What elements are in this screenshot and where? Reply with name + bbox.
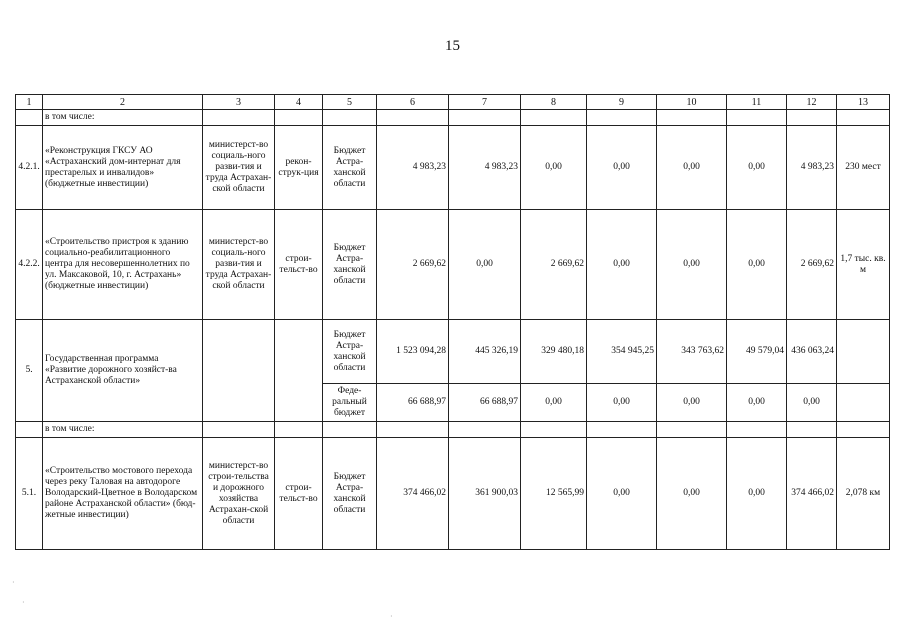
value-cell: 0,00 xyxy=(657,438,727,550)
value-cell: 0,00 xyxy=(521,126,587,210)
header-cell: 11 xyxy=(727,95,787,110)
value-cell: 4 983,23 xyxy=(449,126,521,210)
value-cell: 2 669,62 xyxy=(521,210,587,320)
value-cell: 343 763,62 xyxy=(657,320,727,384)
value-cell: 0,00 xyxy=(449,210,521,320)
funding-source: Бюджет Астра-ханской области xyxy=(323,126,377,210)
scan-speck: · xyxy=(22,598,25,607)
result-cell: 230 мест xyxy=(837,126,890,210)
value-cell: 0,00 xyxy=(657,384,727,422)
subheading: в том числе: xyxy=(43,422,203,438)
value-cell: 1 523 094,28 xyxy=(377,320,449,384)
result-cell: 2,078 км xyxy=(837,438,890,550)
scan-speck: · xyxy=(390,612,393,621)
value-cell: 354 945,25 xyxy=(587,320,657,384)
value-cell: 0,00 xyxy=(657,126,727,210)
funding-source: Бюджет Астра-ханской области xyxy=(323,320,377,384)
project-name: «Строительство мостового перехода через реку Таловая на автодороге Володарский-Цветное в Володарском районе Астраханской области» (бюд-жетные инвестиции) xyxy=(43,438,203,550)
table-row xyxy=(16,320,890,384)
value-cell: 0,00 xyxy=(727,126,787,210)
value-cell: 445 326,19 xyxy=(449,320,521,384)
value-cell: 0,00 xyxy=(727,384,787,422)
header-cell: 3 xyxy=(203,95,275,110)
executor: министерст-во социаль-ного разви-тия и труда Астрахан-ской области xyxy=(203,126,275,210)
work-type: строи-тельст-во xyxy=(275,210,323,320)
value-cell: 12 565,99 xyxy=(521,438,587,550)
value-cell: 374 466,02 xyxy=(377,438,449,550)
header-cell: 7 xyxy=(449,95,521,110)
value-cell: 49 579,04 xyxy=(727,320,787,384)
work-type: рекон-струк-ция xyxy=(275,126,323,210)
executor: министерст-во строи-тельства и дорожного хозяйства Астрахан-ской области xyxy=(203,438,275,550)
value-cell: 4 983,23 xyxy=(787,126,837,210)
value-cell: 329 480,18 xyxy=(521,320,587,384)
row-number: 4.2.2. xyxy=(16,210,43,320)
table-row xyxy=(16,126,890,210)
header-cell: 13 xyxy=(837,95,890,110)
header-cell: 2 xyxy=(43,95,203,110)
row-number: 5.1. xyxy=(16,438,43,550)
value-cell: 4 983,23 xyxy=(377,126,449,210)
header-cell: 10 xyxy=(657,95,727,110)
value-cell: 0,00 xyxy=(727,210,787,320)
row-number: 5. xyxy=(16,320,43,422)
table-row xyxy=(16,438,890,550)
value-cell: 374 466,02 xyxy=(787,438,837,550)
header-cell: 1 xyxy=(16,95,43,110)
value-cell: 66 688,97 xyxy=(449,384,521,422)
table-row xyxy=(16,210,890,320)
header-cell: 6 xyxy=(377,95,449,110)
header-cell: 9 xyxy=(587,95,657,110)
column-number-row xyxy=(16,95,890,110)
project-name: «Реконструкция ГКСУ АО «Астраханский дом-интернат для престарелых и инвалидов» (бюджетные инвестиции) xyxy=(43,126,203,210)
work-type: строи-тельст-во xyxy=(275,438,323,550)
subheading-row xyxy=(16,422,890,438)
value-cell: 0,00 xyxy=(727,438,787,550)
value-cell: 436 063,24 xyxy=(787,320,837,384)
page-number: 15 xyxy=(445,38,460,54)
value-cell: 0,00 xyxy=(657,210,727,320)
subheading-row xyxy=(16,110,890,126)
project-name: «Строительство пристроя к зданию социально-реабилитационного центра для несовершеннолетних по ул. Максаковой, 10, г. Астрахань» (бюджетные инвестиции) xyxy=(43,210,203,320)
value-cell: 2 669,62 xyxy=(787,210,837,320)
value-cell: 66 688,97 xyxy=(377,384,449,422)
header-cell: 4 xyxy=(275,95,323,110)
header-cell: 5 xyxy=(323,95,377,110)
funding-source: Феде-ральный бюджет xyxy=(323,384,377,422)
value-cell: 0,00 xyxy=(587,210,657,320)
value-cell: 0,00 xyxy=(787,384,837,422)
header-cell: 8 xyxy=(521,95,587,110)
funding-source: Бюджет Астра-ханской области xyxy=(323,438,377,550)
value-cell: 2 669,62 xyxy=(377,210,449,320)
result-cell: 1,7 тыс. кв. м xyxy=(837,210,890,320)
value-cell: 0,00 xyxy=(587,384,657,422)
subheading: в том числе: xyxy=(43,110,203,126)
executor: министерст-во социаль-ного разви-тия и труда Астрахан-ской области xyxy=(203,210,275,320)
value-cell: 0,00 xyxy=(587,126,657,210)
program-name: Государственная программа «Развитие дорожного хозяйст-ва Астраханской области» xyxy=(43,320,203,422)
value-cell: 0,00 xyxy=(521,384,587,422)
budget-table xyxy=(15,94,890,550)
value-cell: 0,00 xyxy=(587,438,657,550)
row-number: 4.2.1. xyxy=(16,126,43,210)
value-cell: 361 900,03 xyxy=(449,438,521,550)
header-cell: 12 xyxy=(787,95,837,110)
funding-source: Бюджет Астра-ханской области xyxy=(323,210,377,320)
scan-speck: · xyxy=(12,578,15,587)
